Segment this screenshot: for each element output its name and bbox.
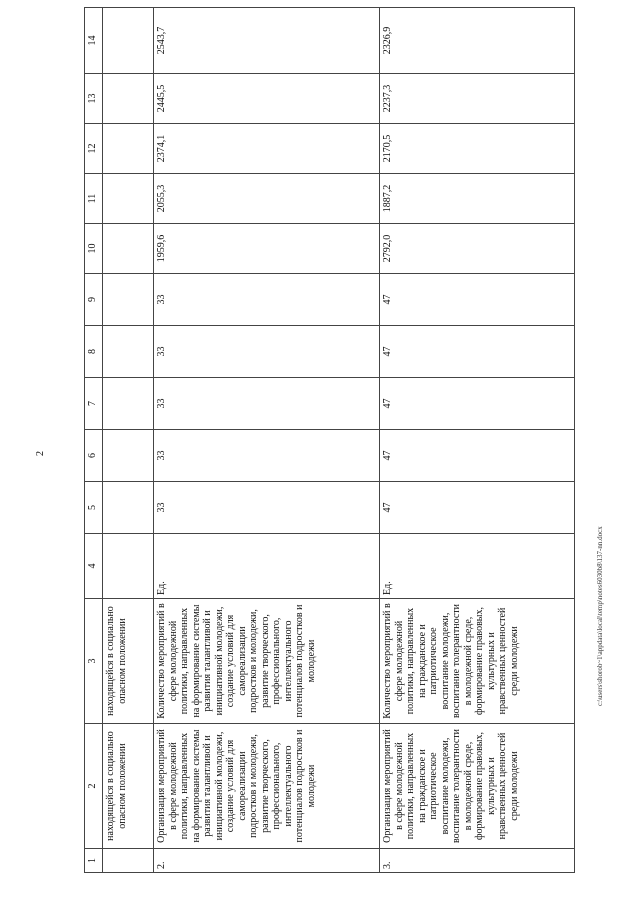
- unit: Ед.: [380, 534, 575, 599]
- table-row: [103, 8, 154, 873]
- value-cell: 1887,2: [380, 174, 575, 224]
- rotated-table-container: [84, 26, 584, 873]
- value-cell: 47: [380, 430, 575, 482]
- column-number: 3: [85, 599, 103, 724]
- activity-name: находящейся в социально опасном положении: [103, 724, 154, 849]
- indicator-name: Количество мероприятий в сфере молодежной политики, направленных на гражданское и патриотическое воспитание молодежи, воспитание толерантности в молодежной среде, формирование правовых, культурных и нравственных ценностей среди молодежи: [380, 599, 575, 724]
- value-cell: 33: [154, 274, 380, 326]
- value-cell: [103, 74, 154, 124]
- value-cell: [103, 482, 154, 534]
- indicator-name: находящейся в социально опасном положении: [103, 599, 154, 724]
- value-cell: [103, 124, 154, 174]
- value-cell: 33: [154, 378, 380, 430]
- value-cell: 2170,5: [380, 124, 575, 174]
- column-number-row: [85, 8, 103, 873]
- column-number: 11: [85, 174, 103, 224]
- value-cell: 47: [380, 378, 575, 430]
- value-cell: [103, 8, 154, 74]
- value-cell: 47: [380, 274, 575, 326]
- column-number: 5: [85, 482, 103, 534]
- value-cell: 2374,1: [154, 124, 380, 174]
- value-cell: [103, 430, 154, 482]
- column-number: 2: [85, 724, 103, 849]
- value-cell: 1959,6: [154, 224, 380, 274]
- column-number: 4: [85, 534, 103, 599]
- column-number: 13: [85, 74, 103, 124]
- value-cell: 2326,9: [380, 8, 575, 74]
- value-cell: [103, 274, 154, 326]
- indicator-name: Количество мероприятий в сфере молодежной политики, направленных на формирование системы развития талантливой и инициативной молодежи, создание условий для самореализации подростков и молодежи, развитие творческого, профессионального, интеллектуального потенциалов подростков и молодежи: [154, 599, 380, 724]
- column-number: 12: [85, 124, 103, 174]
- value-cell: 2237,3: [380, 74, 575, 124]
- activity-name: Организация мероприятий в сфере молодежной политики, направленных на формирование системы развития талантливой и инициативной молодежи, создание условий для самореализации подростков и молодежи, развитие творческого, профессионального, интеллектуального потенциалов подростков и молодежи: [154, 724, 380, 849]
- value-cell: 2543,7: [154, 8, 380, 74]
- value-cell: 33: [154, 430, 380, 482]
- column-number: 8: [85, 326, 103, 378]
- table-row: [380, 8, 575, 873]
- page-number: 2: [35, 451, 46, 456]
- value-cell: 47: [380, 482, 575, 534]
- value-cell: 2792,0: [380, 224, 575, 274]
- unit: [103, 534, 154, 599]
- activity-name: Организация мероприятий в сфере молодежной политики, направленных на гражданское и патриотическое воспитание молодежи, воспитание толерантности в молодежной среде, формирование правовых, культурных и нравственных ценностей среди молодежи: [380, 724, 575, 849]
- table-row: [154, 8, 380, 873]
- column-number: 10: [85, 224, 103, 274]
- value-cell: [103, 174, 154, 224]
- file-path-footer: c:\users\shorob~1\appdata\local\temp\notes6030b8\137-nn.docx: [596, 526, 604, 706]
- row-number: [103, 849, 154, 873]
- value-cell: 47: [380, 326, 575, 378]
- row-number: 2.: [154, 849, 380, 873]
- column-number: 1: [85, 849, 103, 873]
- column-number: 14: [85, 8, 103, 74]
- value-cell: [103, 224, 154, 274]
- value-cell: 2055,3: [154, 174, 380, 224]
- unit: Ед.: [154, 534, 380, 599]
- column-number: 7: [85, 378, 103, 430]
- value-cell: [103, 326, 154, 378]
- value-cell: 33: [154, 482, 380, 534]
- value-cell: 33: [154, 326, 380, 378]
- row-number: 3.: [380, 849, 575, 873]
- program-indicators-table: [84, 7, 575, 873]
- value-cell: 2445,5: [154, 74, 380, 124]
- column-number: 6: [85, 430, 103, 482]
- value-cell: [103, 378, 154, 430]
- column-number: 9: [85, 274, 103, 326]
